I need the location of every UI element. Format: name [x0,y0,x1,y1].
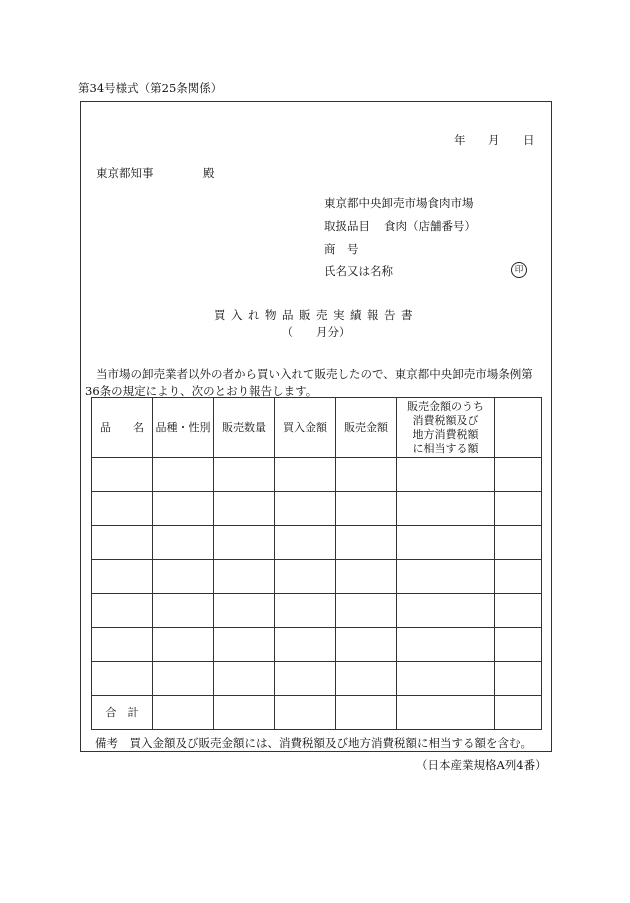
table-cell[interactable] [397,492,495,526]
table-cell[interactable] [153,662,214,696]
table-cell[interactable] [275,526,336,560]
header-blank [495,398,542,458]
table-cell[interactable] [495,696,542,730]
table-cell[interactable] [495,628,542,662]
table-cell[interactable] [153,594,214,628]
report-title: 買入れ物品販売実績報告書 [214,308,418,322]
date-year: 年 [454,133,466,147]
tax-header-line: 販売金額のうち [407,399,484,413]
table-cell[interactable] [495,560,542,594]
table-cell[interactable] [214,696,275,730]
table-cell[interactable] [275,458,336,492]
name-label: 氏名又は名称 [324,264,393,278]
header-item-name: 品 名 [92,398,153,458]
table-cell[interactable] [275,560,336,594]
table-cell[interactable] [153,628,214,662]
table-cell[interactable] [92,526,153,560]
table-cell[interactable] [92,458,153,492]
table-cell[interactable] [214,594,275,628]
table-cell[interactable] [397,458,495,492]
table-cell[interactable] [153,458,214,492]
table-row [92,560,542,594]
report-statement: 当市場の卸売業者以外の者から買い入れて販売したので、東京都中央卸売市場条例第36条の規定により、次のとおり報告します。 [85,367,533,398]
table-cell[interactable] [495,458,542,492]
report-table [91,397,542,730]
honorific: 殿 [203,166,215,180]
table-cell[interactable] [397,526,495,560]
table-cell[interactable] [495,662,542,696]
item-label: 取扱品目 [324,219,370,233]
date-month: 月 [488,133,500,147]
header-tax-amount [397,398,495,458]
report-form [80,101,552,752]
table-cell[interactable] [153,526,214,560]
applicant-market: 東京都中央卸売市場食肉市場 [324,196,474,210]
table-cell[interactable] [92,662,153,696]
table-cell[interactable] [153,492,214,526]
table-cell[interactable] [397,662,495,696]
total-label: 合 計 [92,696,153,730]
table-cell[interactable] [397,696,495,730]
table-cell[interactable] [214,662,275,696]
table-cell[interactable] [495,594,542,628]
table-cell[interactable] [336,696,397,730]
table-row [92,492,542,526]
addressee: 東京都知事 [96,166,154,180]
table-row [92,458,542,492]
remarks-note: 備考 買入金額及び販売金額には、消費税額及び地方消費税額に相当する額を含む。 [95,736,532,750]
table-cell[interactable] [275,628,336,662]
header-sales-amount: 販売金額 [336,398,397,458]
table-cell[interactable] [214,492,275,526]
table-cell[interactable] [397,594,495,628]
table-row [92,594,542,628]
table-cell[interactable] [275,492,336,526]
tax-header-line: 地方消費税額 [412,427,479,441]
tax-header-line: に相当する額 [412,441,479,455]
table-cell[interactable] [92,628,153,662]
table-cell[interactable] [495,492,542,526]
table-cell[interactable] [153,696,214,730]
header-breed-sex: 品種・性別 [153,398,214,458]
item-value: 食肉（店舗番号） [384,219,476,233]
table-cell[interactable] [275,696,336,730]
applicant-item-line [324,218,476,234]
total-row [92,696,542,730]
table-cell[interactable] [214,628,275,662]
table-row [92,526,542,560]
table-cell[interactable] [397,560,495,594]
table-cell[interactable] [92,594,153,628]
table-cell[interactable] [336,526,397,560]
table-cell[interactable] [336,492,397,526]
table-cell[interactable] [92,560,153,594]
table-cell[interactable] [214,458,275,492]
table-header-row [92,398,542,458]
date-day: 日 [523,133,535,147]
table-cell[interactable] [336,628,397,662]
table-cell[interactable] [336,560,397,594]
table-cell[interactable] [92,492,153,526]
tax-header-line: 消費税額及び [412,413,479,427]
form-number: 第34号様式（第25条関係） [78,81,223,95]
table-cell[interactable] [214,560,275,594]
table-cell[interactable] [495,526,542,560]
table-cell[interactable] [336,662,397,696]
table-cell[interactable] [214,526,275,560]
trade-name-label: 商 号 [324,242,359,256]
table-cell[interactable] [275,594,336,628]
report-month: （ 月分） [281,325,351,339]
table-cell[interactable] [336,458,397,492]
table-body [92,458,542,730]
header-purchase-amount: 買入金額 [275,398,336,458]
table-cell[interactable] [397,628,495,662]
table-cell[interactable] [336,594,397,628]
header-sales-qty: 販売数量 [214,398,275,458]
table-row [92,662,542,696]
table-cell[interactable] [153,560,214,594]
paper-standard: （日本産業規格A列4番） [416,758,547,772]
table-row [92,628,542,662]
seal-mark: 印 [511,262,527,278]
table-cell[interactable] [275,662,336,696]
